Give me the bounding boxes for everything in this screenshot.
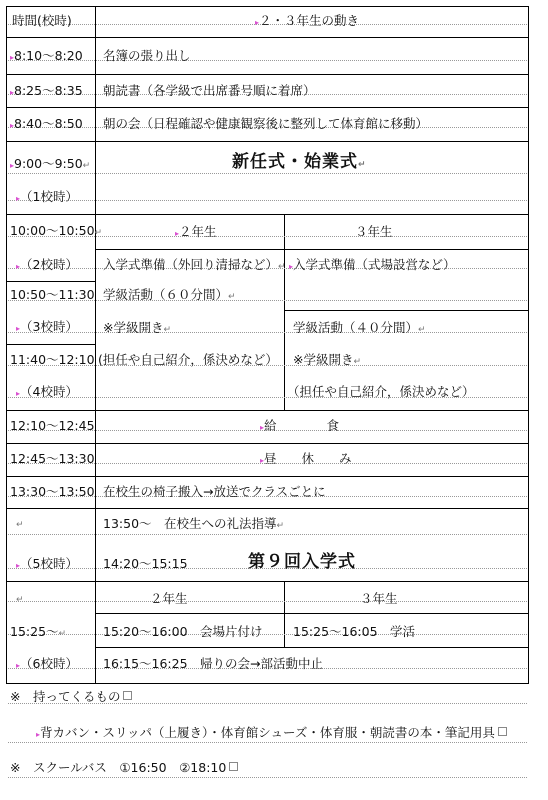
guide-line [8,200,527,201]
box-mark-icon [123,691,132,700]
grade3-prep: ▸入学式準備（式場設営など） [289,257,456,272]
time-divider [7,281,95,282]
after-grade3-header: ３年生 [360,591,398,606]
row-time: 10:50～11:30 [10,287,95,302]
bring-items-list: ▸背カバン・スリッパ（上履き）・体育館シューズ・体育服・朝読書の本・筆記用具 [36,726,507,742]
row-time: 12:45～13:30 [10,451,95,466]
grade-column-divider [284,214,285,410]
guide-line [8,332,527,333]
after-grade2-header: ２年生 [150,591,188,606]
grade-column-header: ▸２・３年生の動き [255,13,360,28]
guide-line [8,742,527,743]
lunch-label: ▸給 食 [260,418,340,433]
grade2-class-opening: ※学級開き↵ [103,320,172,335]
row-period: ▸（2校時） [16,257,78,272]
row-activity: 朝の会（日程確認や健康観察後に整列して体育館に移動） [103,116,429,131]
guide-line [8,634,527,635]
row-divider [7,214,528,215]
return-mark-icon: ↵ [353,357,362,367]
after-header-divider [95,613,528,614]
grade2-prep: 入学式準備（外回り清掃など）↵ [103,257,286,272]
row-time: 12:10～12:45 [10,418,95,433]
guide-line [8,601,527,602]
guide-line [8,60,527,61]
return-mark [16,516,24,532]
row-period: ▸（3校時） [16,319,78,334]
row-time: ▸9:00～9:50↵ [10,156,91,171]
return-mark-icon: ↵ [276,521,285,531]
return-mark-icon: ↵ [418,325,426,335]
row-period: ▸（4校時） [16,384,78,399]
return-mark-icon: ↵ [82,161,91,171]
row-time: ▸8:40～8:50 [10,116,83,131]
row-divider [7,581,528,582]
row-time: 10:00～10:50↵ [10,223,103,238]
return-mark [16,591,24,607]
column-divider [95,7,96,683]
after-divider [95,647,528,648]
paragraph-mark-icon: ▸ [16,389,21,398]
time-column-header: 時間(校時) [12,13,72,28]
row-time: 15:25～↵ [10,624,67,639]
entrance-ceremony-title: 第９回入学式 [248,552,356,572]
row-divider [7,410,528,411]
closing-meeting: 16:15～16:25 帰りの会→部活動中止 [103,656,324,671]
grade2-class-activity: 学級活動（６０分間）↵ [103,287,236,302]
paragraph-mark-icon: ▸ [260,456,265,465]
row-divider [7,141,528,142]
time-divider [7,344,95,345]
row-time: ▸8:25～8:35 [10,83,83,98]
row-divider [7,443,528,444]
paragraph-mark-icon: ▸ [16,661,21,670]
row-time: 13:30～13:50 [10,484,95,499]
row-divider [7,74,528,75]
paragraph-mark-icon: ▸ [289,262,294,271]
row-period: ▸（6校時） [16,656,78,671]
box-mark-icon [229,762,238,771]
return-mark-icon: ↵ [16,520,24,530]
row-time: ▸8:10～8:20 [10,48,83,63]
paragraph-mark-icon: ▸ [16,324,21,333]
bring-items-title: ※ 持ってくるもの [10,690,132,704]
school-bus-note: ※ スクールバス ①16:50 ②18:10 [10,761,238,775]
ceremony-title: 新任式・始業式↵ [232,152,367,172]
paragraph-mark-icon: ▸ [16,194,21,203]
grade-column-divider [284,581,285,647]
row-period: ▸（5校時） [16,556,78,571]
grade2-detail: (担任や自己紹介，係決めなど） [98,352,278,367]
paragraph-mark-icon: ▸ [10,53,15,62]
grade2-cleanup: 15:20～16:00 会場片付け [103,624,263,639]
row-period: ▸（1校時） [16,189,78,204]
return-mark-icon: ↵ [163,325,172,335]
grade-header-divider [95,249,528,250]
paragraph-mark-icon: ▸ [36,730,41,739]
row-divider [7,508,528,509]
paragraph-mark-icon: ▸ [16,561,21,570]
row-divider [7,107,528,108]
row-divider [7,476,528,477]
paragraph-mark-icon: ▸ [16,262,21,271]
box-mark-icon [498,727,507,736]
guide-line [8,534,527,535]
grade2-header: ▸２年生 [175,224,217,239]
row-activity: 名簿の張り出し [103,48,191,63]
grade3-class-opening: ※学級開き↵ [293,352,362,367]
grade3-class-activity: 学級活動（４０分間）↵ [293,320,426,335]
grade3-homeroom: 15:25～16:05 学活 [293,624,416,639]
return-mark-icon: ↵ [94,228,103,238]
row-divider [7,37,528,38]
row-time: 11:40～12:10 [10,352,95,367]
paragraph-mark-icon: ▸ [175,229,180,238]
paragraph-mark-icon: ▸ [255,18,260,27]
row-activity: 在校生の椅子搬入→放送でクラスごとに [103,484,326,499]
paragraph-mark-icon: ▸ [10,88,15,97]
return-mark-icon: ↵ [358,160,367,170]
etiquette-instruction: 13:50～ 在校生への礼法指導↵ [103,516,285,531]
row-activity: 朝読書（各学級で出席番号順に着席） [103,83,316,98]
paragraph-mark-icon: ▸ [10,121,15,130]
paragraph-mark-icon: ▸ [260,423,265,432]
return-mark-icon: ↵ [58,629,67,639]
grade3-header: ３年生 [355,224,393,239]
paragraph-mark-icon: ▸ [10,161,15,170]
return-mark-icon: ↵ [228,292,236,302]
grade3-divider [284,310,528,311]
return-mark-icon: ↵ [278,262,286,272]
ceremony-time: 14:20～15:15 [103,556,188,571]
guide-line [8,777,527,778]
break-label: ▸昼 休 み [260,451,352,466]
grade3-detail: （担任や自己紹介，係決めなど） [287,384,475,399]
return-mark-icon: ↵ [16,595,24,605]
